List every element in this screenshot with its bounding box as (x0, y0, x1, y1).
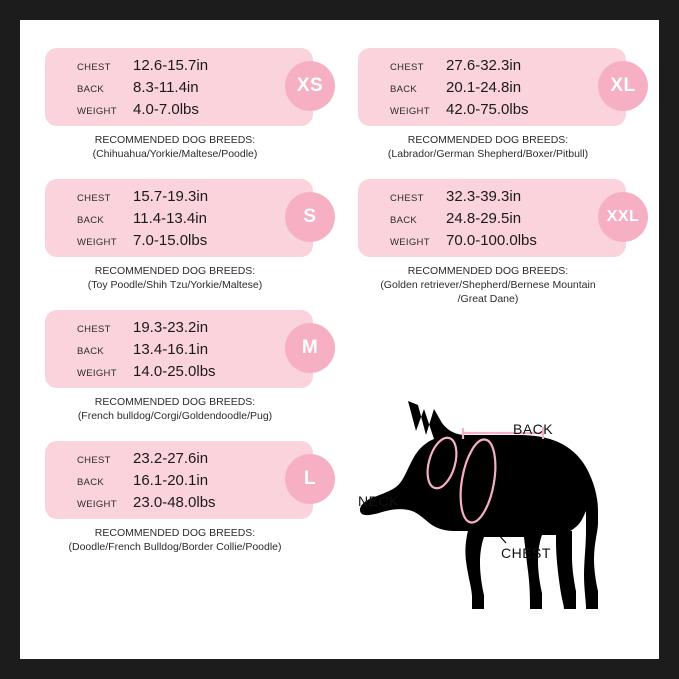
size-block-xs (25, 48, 325, 161)
measurement-row-back (45, 79, 313, 101)
row-value-back: 13.4-16.1in (133, 341, 209, 358)
breeds-list-line1: (Doodle/French Bulldog/Border Collie/Poodle) (68, 541, 282, 553)
breeds-list-line1: (Toy Poodle/Shih Tzu/Yorkie/Maltese) (87, 279, 263, 291)
measurement-row-weight (45, 363, 313, 385)
row-value-back: 20.1-24.8in (446, 79, 522, 96)
size-column-right (338, 20, 638, 312)
size-card (358, 179, 640, 257)
measurement-row-back (45, 210, 313, 232)
row-value-back: 24.8-29.5in (446, 210, 522, 227)
row-label-back: BACK (77, 477, 105, 488)
measurement-row-weight (45, 232, 313, 254)
row-value-chest: 23.2-27.6in (133, 450, 209, 467)
row-label-weight: WEIGHT (77, 106, 117, 117)
size-block-l (25, 441, 325, 554)
dog-measurement-diagram (338, 365, 643, 625)
recommended-breeds (25, 133, 325, 161)
row-value-weight: 42.0-75.0lbs (446, 101, 529, 118)
label-back: BACK (513, 421, 554, 437)
size-card (45, 179, 317, 257)
row-value-back: 8.3-11.4in (133, 79, 199, 96)
size-card (45, 441, 317, 519)
row-value-chest: 12.6-15.7in (133, 57, 209, 74)
row-label-back: BACK (77, 84, 105, 95)
breeds-heading: RECOMMENDED DOG BREEDS: (407, 265, 569, 277)
label-neck: NECK (358, 493, 399, 509)
breeds-heading: RECOMMENDED DOG BREEDS: (94, 396, 256, 408)
breeds-heading: RECOMMENDED DOG BREEDS: (94, 527, 256, 539)
row-value-chest: 19.3-23.2in (133, 319, 209, 336)
row-label-chest: CHEST (77, 455, 111, 466)
recommended-breeds (25, 395, 325, 423)
size-card (358, 48, 636, 126)
size-chart-page (20, 20, 659, 659)
size-card (45, 310, 319, 388)
row-value-back: 11.4-13.4in (133, 210, 207, 227)
measurement-row-chest (358, 188, 626, 210)
breeds-list-line1: (Chihuahua/Yorkie/Maltese/Poodle) (92, 148, 258, 160)
row-label-weight: WEIGHT (77, 237, 117, 248)
size-block-s (25, 179, 325, 292)
recommended-breeds (338, 133, 638, 161)
size-badge-xs: XS (285, 61, 335, 111)
row-value-back: 16.1-20.1in (133, 472, 209, 489)
row-label-chest: CHEST (77, 193, 111, 204)
measurement-row-chest (45, 57, 313, 79)
size-block-xxl (338, 179, 638, 306)
row-label-chest: CHEST (77, 62, 111, 73)
row-value-chest: 32.3-39.3in (446, 188, 522, 205)
row-label-weight: WEIGHT (77, 499, 117, 510)
row-value-weight: 23.0-48.0lbs (133, 494, 216, 511)
recommended-breeds (338, 264, 638, 306)
row-label-back: BACK (390, 215, 418, 226)
breeds-list-line1: (Golden retriever/Shepherd/Bernese Mountain (380, 279, 596, 291)
row-label-back: BACK (390, 84, 418, 95)
recommended-breeds (25, 526, 325, 554)
measurement-row-chest (45, 319, 313, 341)
measurement-row-weight (45, 494, 313, 516)
breeds-list-line1: (Labrador/German Shepherd/Boxer/Pitbull) (387, 148, 589, 160)
row-value-weight: 4.0-7.0lbs (133, 101, 199, 118)
row-label-back: BACK (77, 346, 105, 357)
recommended-breeds (25, 264, 325, 292)
breeds-heading: RECOMMENDED DOG BREEDS: (407, 134, 569, 146)
measurement-row-back (358, 210, 626, 232)
row-label-weight: WEIGHT (390, 106, 430, 117)
size-badge-l: L (285, 454, 335, 504)
measurement-row-chest (45, 450, 313, 472)
measurement-row-chest (45, 188, 313, 210)
row-label-chest: CHEST (390, 62, 424, 73)
size-block-xl (338, 48, 638, 161)
breeds-heading: RECOMMENDED DOG BREEDS: (94, 134, 256, 146)
row-label-back: BACK (77, 215, 105, 226)
size-badge-xxl: XXL (598, 192, 648, 242)
row-label-weight: WEIGHT (77, 368, 117, 379)
measurement-row-weight (358, 232, 626, 254)
breeds-heading: RECOMMENDED DOG BREEDS: (94, 265, 256, 277)
size-column-left (25, 20, 325, 560)
breeds-list-line1: (French bulldog/Corgi/Goldendoodle/Pug) (77, 410, 273, 422)
breeds-list-line2: /Great Dane) (457, 293, 519, 305)
row-value-weight: 14.0-25.0lbs (133, 363, 216, 380)
row-label-chest: CHEST (77, 324, 111, 335)
size-block-m (25, 310, 325, 423)
measurement-row-chest (358, 57, 626, 79)
row-value-weight: 70.0-100.0lbs (446, 232, 537, 249)
measurement-row-back (358, 79, 626, 101)
label-chest: CHEST (501, 545, 551, 561)
measurement-row-back (45, 341, 313, 363)
row-value-chest: 27.6-32.3in (446, 57, 522, 74)
size-badge-m: M (285, 323, 335, 373)
row-label-chest: CHEST (390, 193, 424, 204)
row-value-weight: 7.0-15.0lbs (133, 232, 208, 249)
size-badge-s: S (285, 192, 335, 242)
measurement-row-back (45, 472, 313, 494)
row-label-weight: WEIGHT (390, 237, 430, 248)
row-value-chest: 15.7-19.3in (133, 188, 209, 205)
size-badge-xl: XL (598, 61, 648, 111)
measurement-row-weight (358, 101, 626, 123)
size-card (45, 48, 324, 126)
measurement-row-weight (45, 101, 313, 123)
